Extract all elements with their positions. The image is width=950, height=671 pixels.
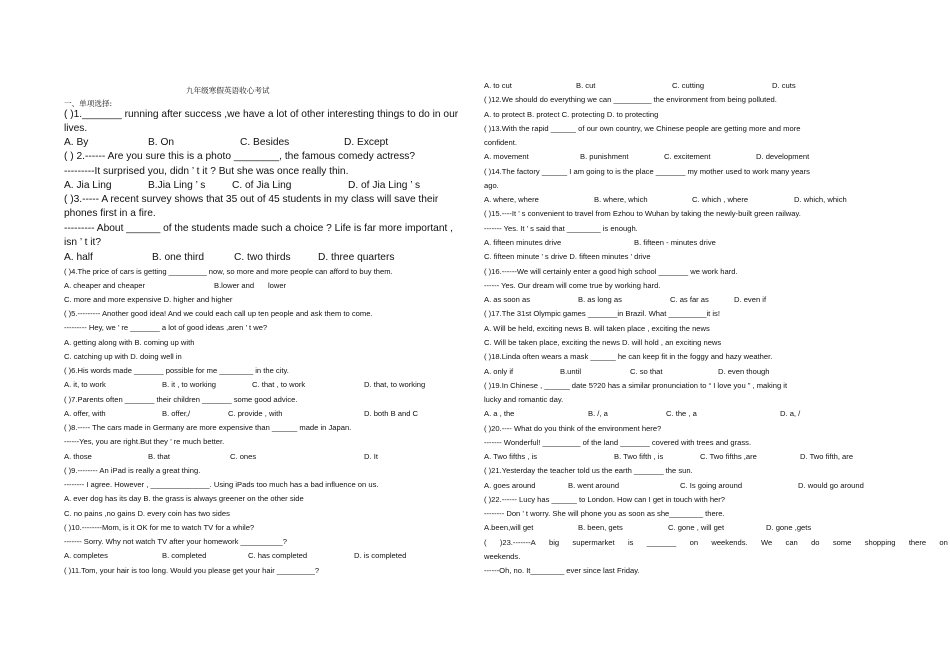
answer-option: B. went around (568, 481, 620, 490)
answer-option: D. Except (344, 137, 389, 148)
right-text-line: ( )20.---- What do you think of the environment here? (484, 424, 662, 433)
answer-option: A. to cut (484, 81, 512, 90)
answer-option: A. those (64, 452, 92, 461)
answer-option: A. a , the (484, 409, 515, 418)
left-text-line: A. ever dog has its day B. the grass is always greener on the other side (64, 494, 304, 503)
answer-option: D. It (364, 452, 378, 461)
answer-option: C. that , to work (252, 380, 306, 389)
left-text-line: lives. (64, 123, 88, 134)
answer-option: A. offer, with (64, 409, 106, 418)
left-text-line: ---------It surprised you, didn ’ t it ? But she was once really thin. (64, 166, 349, 177)
right-text-line: A. to protect B. protect C. protecting D. to protecting (484, 110, 659, 119)
answer-option: B.lower and (214, 281, 255, 290)
answer-option: C. Besides (240, 137, 290, 148)
answer-option: D. of Jia Ling ’ s (348, 180, 421, 191)
answer-option: A. fifteen minutes drive (484, 238, 562, 247)
answer-option: D. gone ,gets (766, 523, 812, 532)
answer-option: D. which, which (794, 195, 847, 204)
left-text-line: ------- Sorry. Why not watch TV after your homework __________? (64, 537, 287, 546)
answer-option: C. ones (230, 452, 257, 461)
answer-option: B. been, gets (578, 523, 623, 532)
right-text-line: ( )15.----It ’ s convenient to travel from Ezhou to Wuhan by taking the newly-built green railway. (484, 209, 801, 218)
right-text-line: ( )22.------ Lucy has ______ to London. How can I get in touch with her? (484, 495, 726, 504)
answer-option: D. development (756, 152, 810, 161)
answer-option: C. Is going around (680, 481, 743, 490)
left-text-line: isn ’ t it? (64, 237, 101, 248)
answer-option: D. would go around (798, 481, 864, 490)
answer-option: C. provide , with (228, 409, 283, 418)
left-text-line: ( )1._______ running after success ,we have a lot of other interesting things to do in our (64, 109, 459, 120)
left-text-line: --------- About ______ of the students made such a choice ? Life is far more important , (64, 223, 454, 234)
exam-title: 九年级寒假英语收心考试 (186, 86, 270, 95)
left-text-line: ( )3.----- A recent survey shows that 35 out of 45 students in my class will save their (64, 194, 439, 205)
answer-option: D. even if (734, 295, 767, 304)
left-text-line: -------- I agree. However , ______________. Using iPads too much has a bad influence on us. (64, 480, 379, 489)
answer-option: B. cut (576, 81, 596, 90)
answer-option: A. Two fifths , is (484, 452, 538, 461)
left-text-line: phones first in a fire. (64, 208, 156, 219)
right-text-line: ( )12.We should do everything we can _________ the environment from being polluted. (484, 95, 777, 104)
answer-option: B. where, which (594, 195, 648, 204)
right-text-line: -------- Don ’ t worry. She will phone you as soon as she________ there. (484, 509, 725, 518)
answer-option: A.been,will get (484, 523, 534, 532)
answer-option: A. as soon as (484, 295, 531, 304)
left-text-line: C. more and more expensive D. higher and higher (64, 295, 233, 304)
left-text-line: ( )8.----- The cars made in Germany are more expensive than ______ made in Japan. (64, 423, 352, 432)
right-text-line: weekends. (484, 552, 521, 561)
answer-option: C. of Jia Ling (232, 180, 292, 191)
answer-option: C. excitement (664, 152, 711, 161)
right-text-line: confident. (484, 138, 517, 147)
right-text-line: C. fifteen minute ’ s drive D. fifteen minutes ’ drive (484, 252, 651, 261)
left-text-line: A. getting along with B. coming up with (64, 338, 195, 347)
answer-option: C. has completed (248, 551, 308, 560)
answer-option: A. cheaper and cheaper (64, 281, 146, 290)
answer-option: B. it , to working (162, 380, 217, 389)
left-text-line: ( )9.-------- An iPad is really a great thing. (64, 466, 201, 475)
answer-option: D. three quarters (318, 252, 395, 263)
answer-option: C. so that (630, 367, 663, 376)
right-text-line: ago. (484, 181, 499, 190)
answer-option: C. as far as (670, 295, 709, 304)
right-text-line: ( )14.The factory ______ I am going to is the place _______ my mother used to work many years (484, 167, 810, 176)
answer-option: B. fifteen - minutes drive (634, 238, 716, 247)
answer-option: A. it, to work (64, 380, 106, 389)
answer-option: A. only if (484, 367, 514, 376)
left-text-line: ------Yes, you are right.But they ’ re much better. (64, 437, 225, 446)
answer-option: A. movement (484, 152, 529, 161)
answer-option: B. completed (162, 551, 207, 560)
answer-option: D. is completed (354, 551, 407, 560)
answer-option: A. completes (64, 551, 108, 560)
right-text-line: ( )17.The 31st Olympic games _______in Brazil. What _________it is! (484, 309, 720, 318)
section-heading: 一、单项选择: (64, 99, 113, 108)
answer-option: A. Jia Ling (64, 180, 112, 191)
right-text-line: C. Will be taken place, exciting the news D. will hold , an exciting news (484, 338, 722, 347)
answer-option: C. gone , will get (668, 523, 725, 532)
left-text-line: ( )6.His words made _______ possible for me ________ in the city. (64, 366, 289, 375)
answer-option: D. both B and C (364, 409, 419, 418)
answer-option: D. even though (718, 367, 770, 376)
left-text-line: ( )11.Tom, your hair is too long. Would you please get your hair _________? (64, 566, 320, 575)
answer-option: B. offer,/ (162, 409, 191, 418)
answer-option: D. Two fifth, are (800, 452, 854, 461)
answer-option: D. cuts (772, 81, 796, 90)
answer-option: C. two thirds (234, 252, 291, 263)
left-text-line: ( )7.Parents often _______ their children _______ some good advice. (64, 395, 298, 404)
right-text-line: A. Will be held, exciting news B. will taken place , exciting the news (484, 324, 710, 333)
left-text-line: C. no pains ,no gains D. every coin has two sides (64, 509, 230, 518)
answer-option: A. By (64, 137, 89, 148)
right-text-line: ( )13.With the rapid ______ of our own country, we Chinese people are getting more and more (484, 124, 801, 133)
answer-option: A. goes around (484, 481, 536, 490)
answer-option: C. the , a (666, 409, 697, 418)
left-column (64, 0, 472, 671)
answer-option: B. On (148, 137, 175, 148)
answer-option: C. Two fifths ,are (700, 452, 757, 461)
right-text-line: ------- Wonderful! _________ of the land _______ covered with trees and grass. (484, 438, 752, 447)
left-text-line: ( )4.The price of cars is getting _________ now, so more and more people can afford to buy them. (64, 267, 393, 276)
right-text-line: ( )16.------We will certainly enter a good high school _______ we work hard. (484, 267, 738, 276)
answer-option: B.until (560, 367, 582, 376)
left-text-line: --------- Hey, we ’ re _______ a lot of good ideas ,aren ’ t we? (64, 323, 268, 332)
answer-option: A. where, where (484, 195, 539, 204)
right-text-line: ( )18.Linda often wears a mask ______ he can keep fit in the foggy and hazy weather. (484, 352, 773, 361)
right-text-line: ( )21.Yesterday the teacher told us the earth _______ the sun. (484, 466, 693, 475)
right-text-line: ------ Yes. Our dream will come true by working hard. (484, 281, 661, 290)
right-text-line: ------- Yes. It ’ s said that ________ is enough. (484, 224, 638, 233)
left-text-line: ( )5.--------- Another good idea! And we could each call up ten people and ask them to come. (64, 309, 373, 318)
right-column (484, 0, 948, 671)
answer-option: B. that (148, 452, 170, 461)
answer-option: B. as long as (578, 295, 622, 304)
answer-option: C. which , where (692, 195, 749, 204)
answer-option: D. that, to working (364, 380, 426, 389)
answer-option: B. punishment (580, 152, 629, 161)
answer-option: B.Jia Ling ’ s (148, 180, 206, 191)
answer-option: B. Two fifth , is (614, 452, 664, 461)
left-text-line: ( )10.--------Mom, is it OK for me to watch TV for a while? (64, 523, 255, 532)
right-text-line: lucky and romantic day. (484, 395, 564, 404)
answer-option: D. a, / (780, 409, 801, 418)
right-text-line: ( )23.-------A big supermarket is _______ on weekends. We can do some shopping there on (484, 538, 948, 547)
answer-option: B. one third (152, 252, 205, 263)
left-text-line: C. catching up with D. doing well in (64, 352, 182, 361)
answer-option: B. /, a (588, 409, 608, 418)
left-text-line: ( ) 2.------ Are you sure this is a photo ________, the famous comedy actress? (64, 151, 416, 162)
right-text-line: ( )19.In Chinese , ______ date 5?20 has a similar pronunciation to “ I love you ” , making it (484, 381, 788, 390)
right-text-line: ------Oh, no. It________ ever since last Friday. (484, 566, 640, 575)
answer-option: C. cutting (672, 81, 705, 90)
answer-option: lower (268, 281, 287, 290)
answer-option: A. half (64, 252, 93, 263)
